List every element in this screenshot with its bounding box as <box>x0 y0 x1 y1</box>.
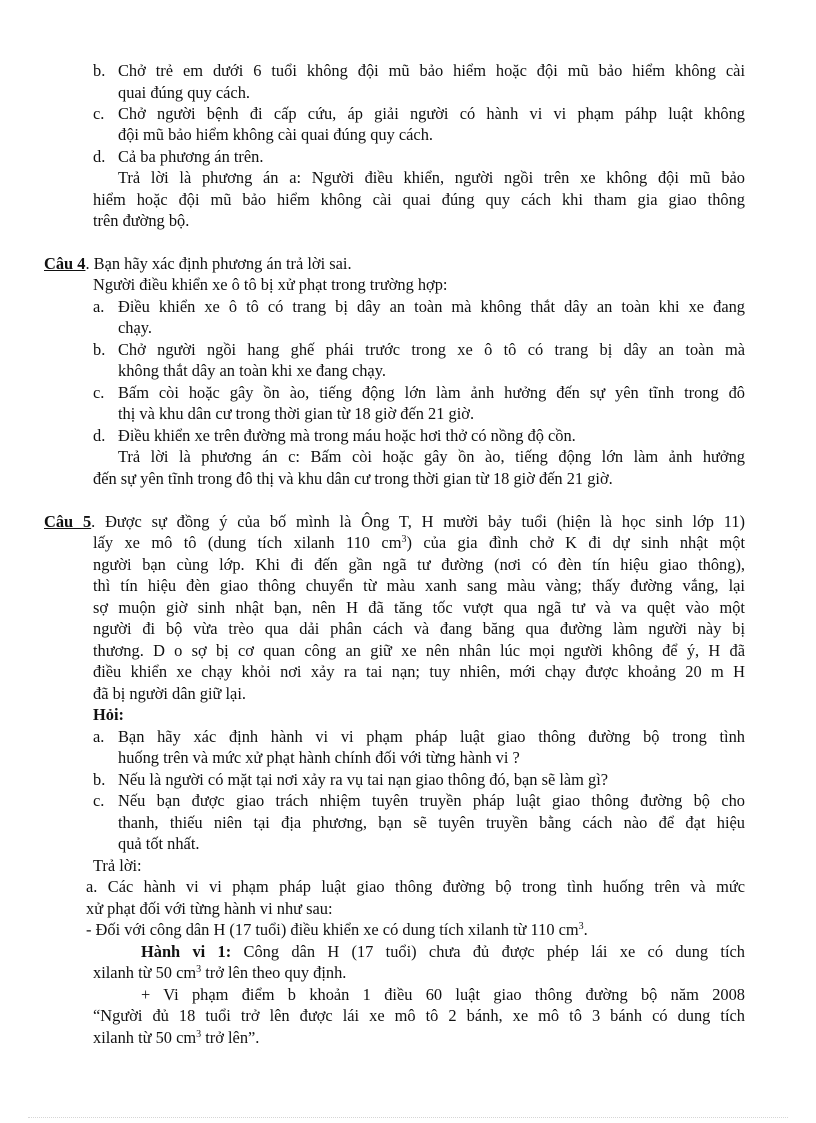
q4-option-a-label: a. <box>93 297 105 316</box>
question-4-intro: Người điều khiển xe ô tô bị xử phạt trong trường hợp: <box>93 275 448 294</box>
question-5-text-l6: người đi bộ vừa trèo qua dải phân cách và đang băng qua đường làm người này bị <box>93 619 745 638</box>
question-5-text-l9: đã bị người dân giữ lại. <box>93 684 246 703</box>
q5-ask-a-text-cont: huống trên và mức xử phạt hành chính đối với từng hành vi ? <box>118 748 520 767</box>
behavior-1 <box>141 941 745 963</box>
q4-option-b-text-cont: không thắt dây an toàn khi xe đang chạy. <box>118 361 386 380</box>
violation-quote: “Người đủ 18 tuổi trở lên được lái xe mô tô 2 bánh, xe mô tô 3 bánh có dung tích <box>93 1006 745 1025</box>
question-4-heading <box>44 253 352 275</box>
behavior-1-label: Hành vi 1: <box>141 942 232 961</box>
option-b-text-cont: quai đúng quy cách. <box>118 83 250 102</box>
violation-quote-end-part1: xilanh từ 50 cm <box>93 1028 197 1047</box>
reply-citizen-h-text: - Đối với công dân H (17 tuổi) điều khiển xe có dung tích xilanh từ 110 cm <box>86 920 579 939</box>
question-5-text-l5: sợ muộn giờ sinh nhật bạn, nên H đã tăng tốc vượt qua ngã tư và va quệt vào một <box>93 598 745 617</box>
q5-ask-c-text-end: quả tốt nhất. <box>118 834 200 853</box>
q5-ask-c-text: Nếu bạn được giao trách nhiệm tuyên truyền pháp luật giao thông đường bộ cho <box>118 791 745 810</box>
q5-l2-part2: ) của gia đình chở K đi dự sinh nhật một <box>406 533 745 552</box>
q5-l2-part1: lấy xe mô tô (dung tích xilanh 110 cm <box>93 533 402 552</box>
q4-option-b-text: Chở người ngồi hang ghế phái trước trong xe ô tô có trang bị dây an toàn mà <box>118 340 745 359</box>
question-5-text: . Được sự đồng ý của bố mình là Ông T, H mười bảy tuổi (hiện là học sinh lớp 11) <box>91 512 745 531</box>
question-5-text-l7: thương. D o sợ bị cơ quan công an giữ xe nên nhân lúc mọi người không để ý, H đã <box>93 641 745 660</box>
page-bottom-divider <box>28 1117 788 1118</box>
option-d-text: Cả ba phương án trên. <box>118 147 264 166</box>
q4-option-d-label: d. <box>93 426 106 445</box>
question-5-label: Câu 5 <box>44 512 92 531</box>
q4-option-a-text: Điều khiển xe ô tô có trang bị dây an toàn mà không thắt dây an toàn khi xe đang <box>118 297 745 316</box>
q5-ask-b-text: Nếu là người có mặt tại nơi xảy ra vụ tai nạn giao thông đó, bạn sẽ làm gì? <box>118 770 609 789</box>
q4-option-c-text-cont: thị và khu dân cư trong thời gian từ 18 giờ đến 21 giờ. <box>118 404 475 423</box>
q4-answer-text-cont: đến sự yên tĩnh trong đô thị và khu dân cư trong thời gian từ 18 giờ đến 21 giờ. <box>93 469 613 488</box>
violation-quote-end-part2: trở lên”. <box>201 1028 260 1047</box>
question-5-heading <box>44 511 745 533</box>
option-c-text: Chở người bệnh đi cấp cứu, áp giải người có hành vi vi phạm páhp luật không <box>118 104 745 123</box>
question-4-label: Câu 4 <box>44 254 86 273</box>
reply-citizen-h-sup: 3 <box>578 921 584 932</box>
behavior-1-cont <box>93 962 346 984</box>
reply-a-text-cont: xử phạt đối với từng hành vi như sau: <box>86 899 333 918</box>
option-c-text-cont: đội mũ bảo hiểm không cài quai đúng quy cách. <box>118 125 433 144</box>
question-4-title: . Bạn hãy xác định phương án trả lời sai. <box>85 254 352 273</box>
hoi-heading: Hỏi: <box>93 705 124 724</box>
q5-ask-a-label: a. <box>93 727 105 746</box>
violation-quote-end <box>93 1027 259 1049</box>
violation-quote-end-sup: 3 <box>196 1029 202 1040</box>
option-c-label: c. <box>93 104 105 123</box>
question-5-text-l3: người bạn cùng lớp. Khi đi đến gần ngã tư đường (nơi có đèn tín hiệu giao thông), <box>93 555 745 574</box>
option-b-label: b. <box>93 61 106 80</box>
q4-option-a-text-cont: chạy. <box>118 318 152 337</box>
option-d-label: d. <box>93 147 106 166</box>
answer-text-end: trên đường bộ. <box>93 211 190 230</box>
q4-answer-text: Trả lời là phương án c: Bấm còi hoặc gây ồn ào, tiếng động lớn làm ảnh hưởng <box>118 447 745 466</box>
reply-a-text: a. Các hành vi vi phạm pháp luật giao thông đường bộ trong tình huống trên và mức <box>86 877 745 896</box>
q5-ask-b-label: b. <box>93 770 106 789</box>
q5-ask-a-text: Bạn hãy xác định hành vi vi phạm pháp luật giao thông đường bộ trong tình <box>118 727 745 746</box>
question-5-text-l8: điều khiển xe chạy khỏi nơi xảy ra tai nạn; tuy nhiên, mới chạy được khoảng 20 m H <box>93 662 745 681</box>
behavior-1-cont-part2: trở lên theo quy định. <box>201 963 347 982</box>
q5-ask-c-text-cont: thanh, thiếu niên tại địa phương, bạn sẽ tuyên truyền bằng cách nào để đạt hiệu <box>118 813 745 832</box>
question-5-text-l4: thì tín hiệu đèn giao thông chuyển từ màu xanh sang màu vàng; thấy đường vắng, lại <box>93 576 745 595</box>
q4-option-d-text: Điều khiển xe trên đường mà trong máu hoặc hơi thở có nồng độ cồn. <box>118 426 576 445</box>
q4-option-b-label: b. <box>93 340 106 359</box>
violation-text: + Vi phạm điểm b khoản 1 điều 60 luật giao thông đường bộ năm 2008 <box>141 985 745 1004</box>
q4-option-c-label: c. <box>93 383 105 402</box>
reply-citizen-h <box>86 919 588 941</box>
answer-text-cont: hiểm hoặc đội mũ bảo hiểm không cài quai đúng quy cách khi tham gia giao thông <box>93 190 745 209</box>
q5-l2-sup: 3 <box>401 534 407 545</box>
behavior-1-cont-part1: xilanh từ 50 cm <box>93 963 197 982</box>
tra-loi-heading: Trả lời: <box>93 856 142 875</box>
option-b-text: Chở trẻ em dưới 6 tuổi không đội mũ bảo hiểm hoặc đội mũ bảo hiểm không cài <box>118 61 745 80</box>
question-5-text-l2 <box>93 532 745 554</box>
q4-option-c-text: Bấm còi hoặc gây ồn ào, tiếng động lớn làm ảnh hưởng đến sự yên tĩnh trong đô <box>118 383 745 402</box>
behavior-1-cont-sup: 3 <box>196 964 202 975</box>
q5-ask-c-label: c. <box>93 791 105 810</box>
reply-citizen-h-end: . <box>583 920 588 939</box>
answer-text: Trả lời là phương án a: Người điều khiển, người ngồi trên xe không đội mũ bảo <box>118 168 745 187</box>
behavior-1-text: Công dân H (17 tuổi) chưa đủ được phép lái xe có dung tích <box>231 942 746 961</box>
